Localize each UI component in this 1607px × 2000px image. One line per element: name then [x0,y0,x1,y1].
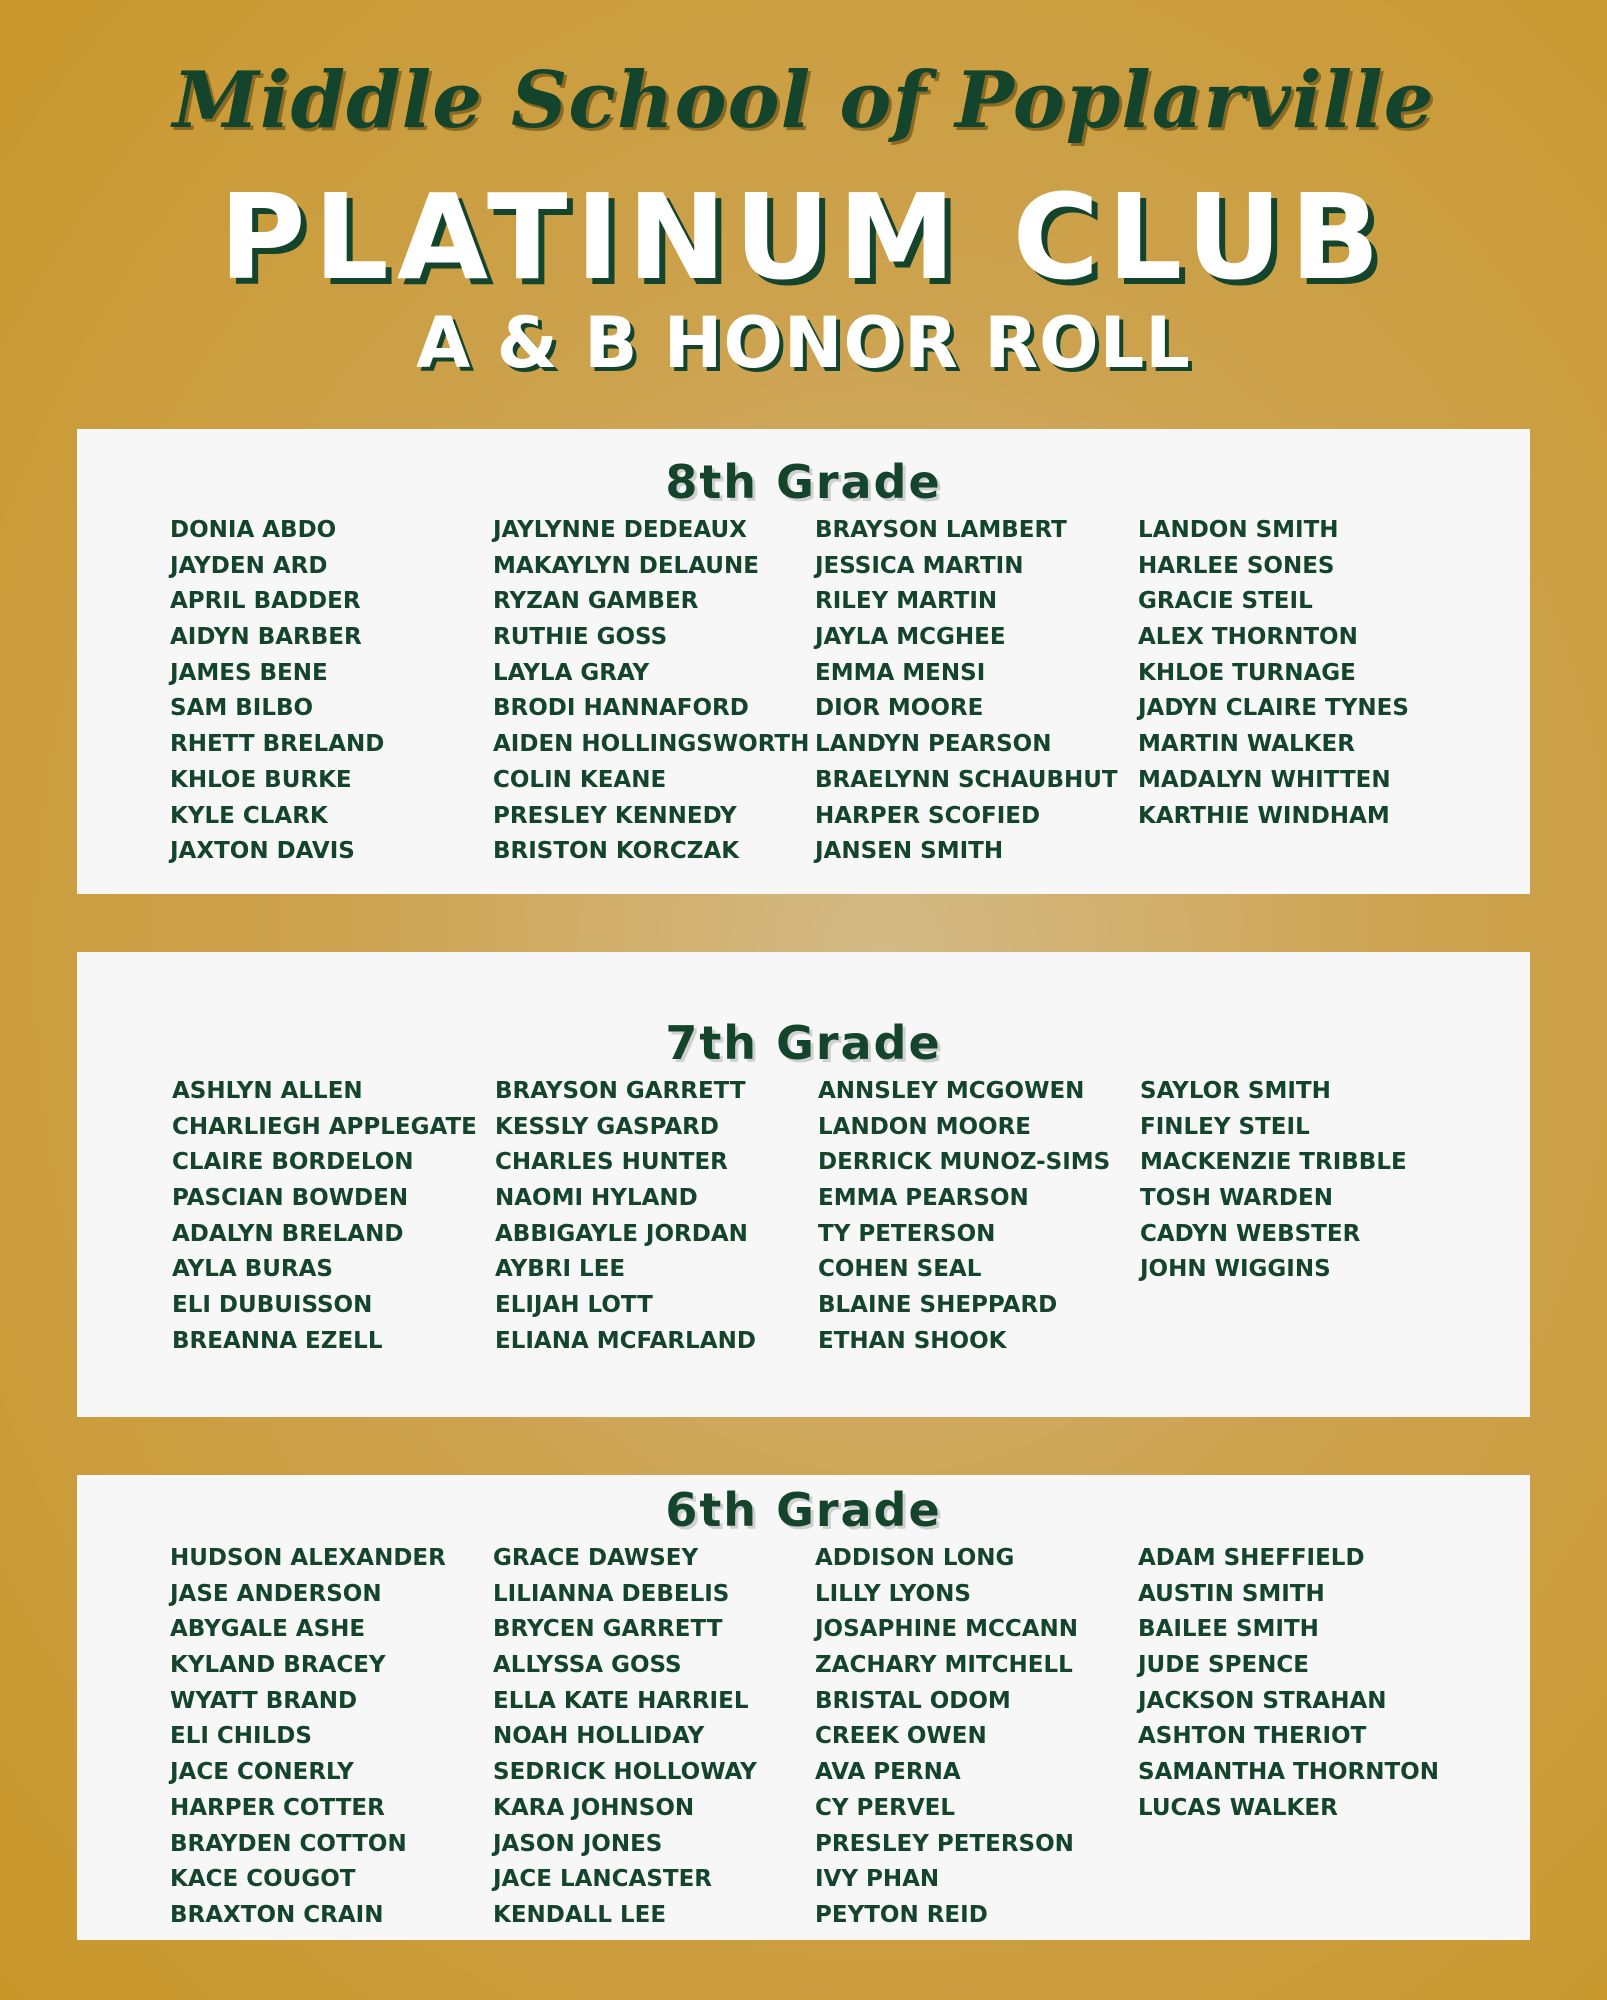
grade-8-column-3 [815,513,1118,870]
student-name: PRESLEY PETERSON [815,1830,1074,1857]
student-name: BRAYDEN COTTON [170,1830,407,1857]
student-name: MADALYN WHITTEN [1138,766,1391,793]
student-name: JADYN CLAIRE TYNES [1138,695,1409,722]
student-name: JOSAPHINE MCCANN [815,1616,1079,1643]
student-name: BRAXTON CRAIN [170,1901,384,1928]
student-name: KHLOE TURNAGE [1138,659,1356,686]
grade-6-column-3 [815,1541,1078,1934]
grade-8-title: 8th Grade [665,455,942,509]
student-name: ALEX THORNTON [1138,624,1358,651]
student-name: ELI DUBUISSON [172,1292,373,1319]
student-name: EMMA MENSI [815,659,986,686]
student-name: GRACIE STEIL [1138,588,1313,615]
student-name: RHETT BRELAND [170,731,385,758]
student-name: MARTIN WALKER [1138,731,1355,758]
student-name: SAMANTHA THORNTON [1138,1759,1439,1786]
student-name: BRYCEN GARRETT [493,1616,723,1643]
student-name: AIDEN HOLLINGSWORTH [493,731,810,758]
student-name: KYLE CLARK [170,802,328,829]
student-name: TY PETERSON [818,1220,996,1247]
student-name: BRISTAL ODOM [815,1687,1011,1714]
student-name: CADYN WEBSTER [1140,1220,1361,1247]
grade-6-column-1 [170,1541,446,1934]
student-name: CHARLES HUNTER [495,1149,728,1176]
student-name: JOHN WIGGINS [1140,1256,1331,1283]
page-title: PLATINUM CLUB [219,168,1388,306]
student-name: LILLY LYONS [815,1580,971,1607]
student-name: PASCIAN BOWDEN [172,1185,409,1212]
student-name: PEYTON REID [815,1901,988,1928]
student-name: KYLAND BRACEY [170,1652,386,1679]
student-name: CHARLIEGH APPLEGATE [172,1113,477,1140]
student-name: CLAIRE BORDELON [172,1149,414,1176]
grade-7-column-4 [1140,1074,1407,1288]
grade-7-column-3 [818,1074,1110,1360]
student-name: JASON JONES [493,1830,663,1857]
student-name: BRODI HANNAFORD [493,695,749,722]
grade-8-column-4 [1138,513,1409,834]
student-name: HARPER COTTER [170,1794,385,1821]
student-name: PRESLEY KENNEDY [493,802,737,829]
page-subtitle: A & B HONOR ROLL [416,302,1191,384]
student-name: DONIA ABDO [170,517,337,543]
student-name: LANDON MOORE [818,1113,1032,1140]
student-name: LANDON SMITH [1138,517,1339,543]
student-name: KARA JOHNSON [493,1794,695,1821]
student-name: SEDRICK HOLLOWAY [493,1759,757,1786]
student-name: BRISTON KORCZAK [493,838,740,865]
student-name: JESSICA MARTIN [815,552,1024,579]
student-name: JACE CONERLY [170,1759,354,1786]
student-name: RYZAN GAMBER [493,588,699,615]
grade-7-column-2 [495,1074,756,1360]
student-name: JAMES BENE [170,659,328,686]
student-name: KHLOE BURKE [170,766,352,793]
student-name: ADALYN BRELAND [172,1220,404,1247]
student-name: TOSH WARDEN [1140,1185,1333,1212]
student-name: ELLA KATE HARRIEL [493,1687,749,1714]
student-name: SAM BILBO [170,695,314,722]
student-name: ZACHARY MITCHELL [815,1652,1073,1679]
student-name: COLIN KEANE [493,766,667,793]
grade-8-column-2 [493,513,809,870]
student-name: GRACE DAWSEY [493,1545,699,1571]
grade-7-panel [77,952,1530,1417]
student-name: ASHLYN ALLEN [172,1078,363,1104]
grade-7-title: 7th Grade [665,1016,942,1070]
student-name: LAYLA GRAY [493,659,650,686]
grade-6-title: 6th Grade [665,1483,942,1537]
student-name: AIDYN BARBER [170,624,362,651]
student-name: BRAELYNN SCHAUBHUT [815,766,1118,793]
grade-8-column-1 [170,513,384,870]
student-name: KACE COUGOT [170,1866,356,1893]
student-name: HARLEE SONES [1138,552,1335,579]
student-name: RILEY MARTIN [815,588,998,615]
student-name: AUSTIN SMITH [1138,1580,1325,1607]
student-name: JAYDEN ARD [170,552,328,579]
student-name: JAXTON DAVIS [170,838,355,865]
student-name: KENDALL LEE [493,1901,667,1928]
student-name: IVY PHAN [815,1866,940,1893]
student-name: COHEN SEAL [818,1256,982,1283]
student-name: LUCAS WALKER [1138,1794,1338,1821]
student-name: JACKSON STRAHAN [1138,1687,1387,1714]
student-name: CREEK OWEN [815,1723,987,1750]
student-name: BLAINE SHEPPARD [818,1292,1058,1319]
student-name: LILIANNA DEBELIS [493,1580,730,1607]
student-name: DERRICK MUNOZ-SIMS [818,1149,1111,1176]
student-name: ALLYSSA GOSS [493,1652,682,1679]
student-name: AYLA BURAS [172,1256,333,1283]
student-name: APRIL BADDER [170,588,361,615]
student-name: SAYLOR SMITH [1140,1078,1331,1104]
student-name: ETHAN SHOOK [818,1327,1007,1354]
student-name: HUDSON ALEXANDER [170,1545,446,1571]
student-name: JASE ANDERSON [170,1580,382,1607]
grade-8-panel [77,429,1530,894]
student-name: ELIANA MCFARLAND [495,1327,756,1354]
student-name: BRAYSON LAMBERT [815,517,1067,543]
grade-6-panel [77,1475,1530,1940]
student-name: HARPER SCOFIED [815,802,1041,829]
student-name: ANNSLEY MCGOWEN [818,1078,1085,1104]
student-name: ABYGALE ASHE [170,1616,366,1643]
student-name: ELI CHILDS [170,1723,312,1750]
student-name: AVA PERNA [815,1759,961,1786]
student-name: LANDYN PEARSON [815,731,1052,758]
student-name: EMMA PEARSON [818,1185,1029,1212]
student-name: JAYLA MCGHEE [815,624,1006,651]
student-name: KARTHIE WINDHAM [1138,802,1390,829]
student-name: RUTHIE GOSS [493,624,668,651]
student-name: ADAM SHEFFIELD [1138,1545,1365,1571]
student-name: KESSLY GASPARD [495,1113,719,1140]
student-name: NOAH HOLLIDAY [493,1723,705,1750]
student-name: JANSEN SMITH [815,838,1004,865]
student-name: BRAYSON GARRETT [495,1078,746,1104]
student-name: WYATT BRAND [170,1687,358,1714]
student-name: FINLEY STEIL [1140,1113,1310,1140]
school-name: Middle School of Poplarville [172,55,1435,146]
student-name: BAILEE SMITH [1138,1616,1319,1643]
student-name: ADDISON LONG [815,1545,1015,1571]
student-name: MAKAYLYN DELAUNE [493,552,759,579]
student-name: AYBRI LEE [495,1256,626,1283]
student-name: ABBIGAYLE JORDAN [495,1220,748,1247]
student-name: CY PERVEL [815,1794,955,1821]
student-name: DIOR MOORE [815,695,984,722]
student-name: NAOMI HYLAND [495,1185,698,1212]
grade-6-column-4 [1138,1541,1439,1827]
student-name: JAYLYNNE DEDEAUX [493,517,747,543]
grade-7-column-1 [172,1074,477,1360]
student-name: ASHTON THERIOT [1138,1723,1367,1750]
student-name: ELIJAH LOTT [495,1292,653,1319]
student-name: MACKENZIE TRIBBLE [1140,1149,1407,1176]
student-name: JUDE SPENCE [1138,1652,1310,1679]
student-name: JACE LANCASTER [493,1866,713,1893]
grade-6-column-2 [493,1541,757,1934]
student-name: BREANNA EZELL [172,1327,383,1354]
